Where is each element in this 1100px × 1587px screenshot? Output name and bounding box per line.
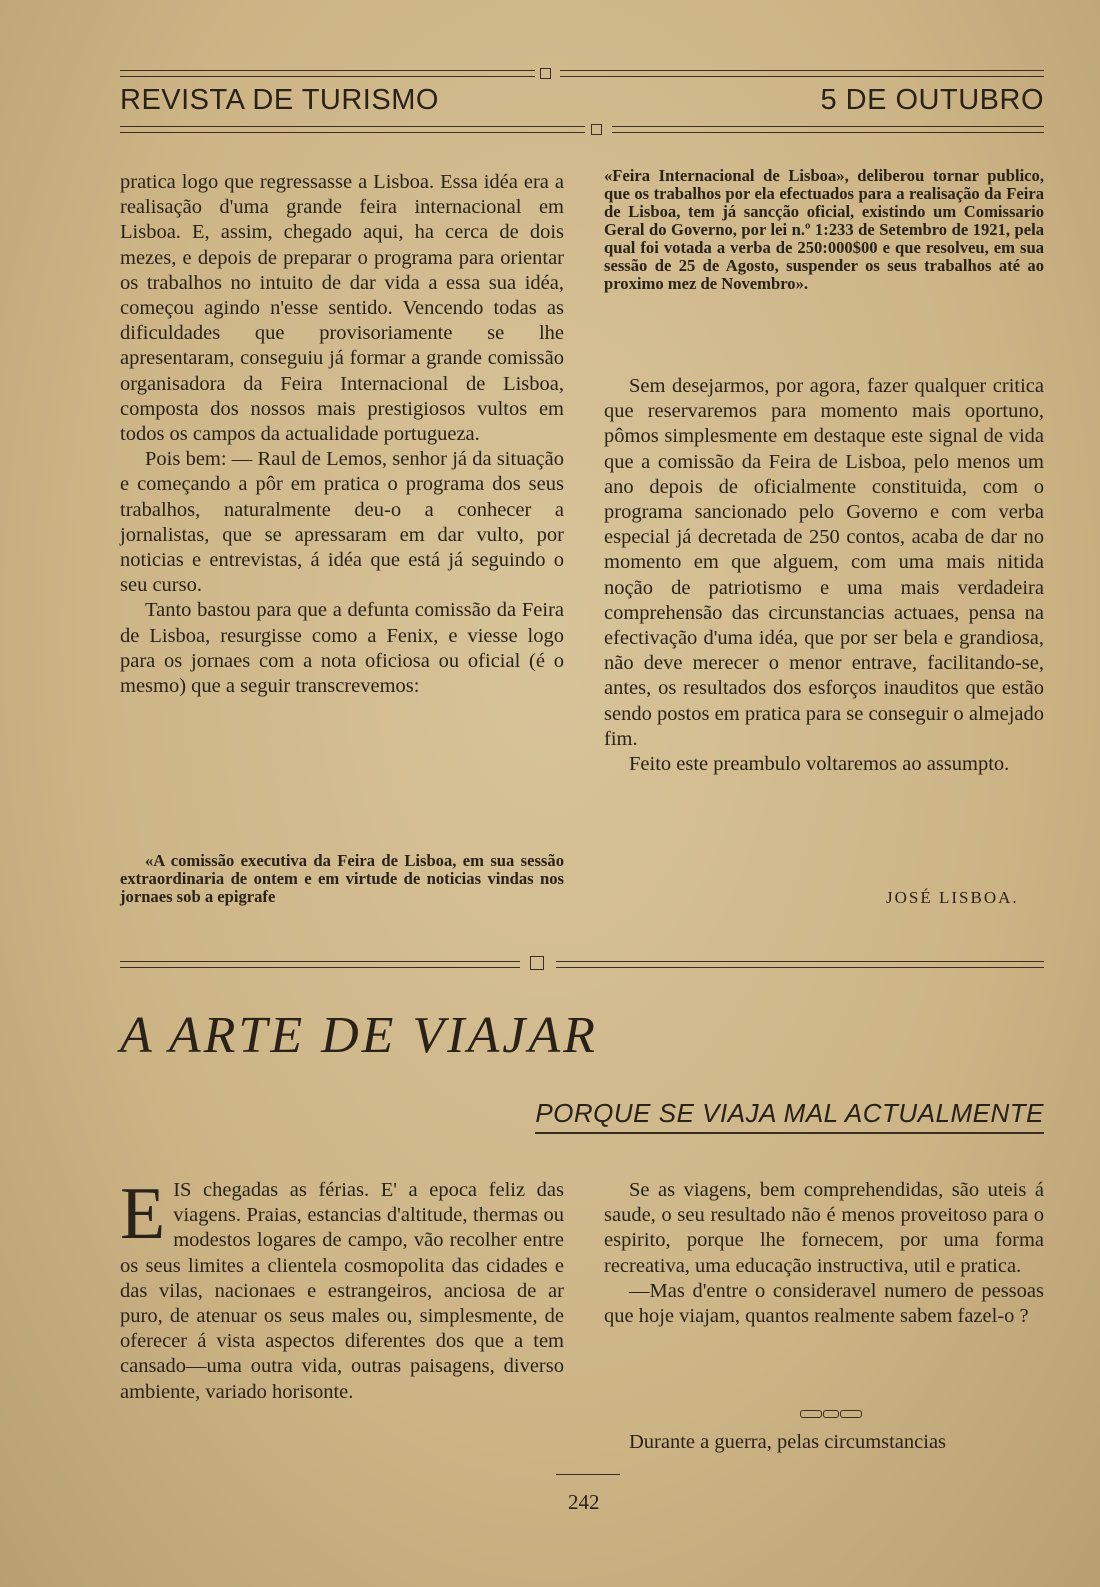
- article1-quote-right: [604, 167, 1044, 293]
- header-top-rule-right: [560, 70, 1044, 77]
- header-bottom-rule-right: [612, 126, 1044, 133]
- article1-paragraph-1: pratica logo que regressasse a Lisboa. Essa idéa era a realisação d'uma grande feira internacional em Lisboa. E, assim, chegado aqui, ha cerca de dois mezes, e depois de preparar o programa para orientar os trabalhos no intuito de dar vida a essa sua idéa, começou agindo n'esse sentido. Vencendo todas as dificuldades que provisoriamente se lhe apresentaram, conseguiu já formar a grande comissão organisadora da Feira Internacional de Lisboa, composta dos nossos mais prestigiosos vultos em todos os campos da actualidade portugueza.: [120, 171, 564, 446]
- article2-left-text: IS chegadas as férias. E' a epoca feliz das viagens. Praias, estancias d'altitude, thermas ou modestos logares de campo, vão recolher entre os seus limites a clientela cosmopolita das cidades e das vilas, nacionaes e estrangeiros, anciosa de ar puro, de atenuar os seus males ou, simplesmente, de oferecer á vista aspectos diferentes dos que a tem cansado—uma outra vida, outras paisagens, diverso ambiente, variado horisonte.: [120, 1179, 564, 1403]
- page-number: 242: [568, 1490, 600, 1514]
- section-ornament: [530, 956, 544, 970]
- journal-title: REVISTA DE TURISMO: [120, 84, 439, 116]
- article2-title: A ARTE DE VIAJAR: [120, 1007, 598, 1064]
- article2-right-paragraph-3: Durante a guerra, pelas circumstancias: [629, 1431, 947, 1453]
- section-rule-left: [120, 961, 520, 968]
- article1-left-column: [120, 170, 564, 699]
- header-top-rule-left: [120, 70, 535, 77]
- dropcap-letter: E: [120, 1173, 166, 1255]
- article2-right-paragraph-1: Se as viagens, bem comprehendidas, são uteis á saude, o seu resultado não é menos proveitoso para o espirito, porque lhe fornecem, por uma forma recreativa, uma educação instructiva, util e pratica.: [604, 1179, 1044, 1277]
- article2-right-column: [604, 1178, 1044, 1329]
- section-rule-right: [556, 961, 1044, 968]
- article1-right-paragraph-2: Feito este preambulo voltaremos ao assumpto.: [629, 753, 1010, 776]
- article1-paragraph-3: Tanto bastou para que a defunta comissão da Feira de Lisboa, resurgisse como a Fenix, e viesse logo para os jornaes com a nota oficiosa ou oficial (é o mesmo) que a seguir transcrevemos:: [120, 599, 564, 698]
- issue-date: 5 DE OUTUBRO: [820, 84, 1044, 116]
- quote-text-right: «Feira Internacional de Lisboa», deliberou tornar publico, que os trabalhos por ela efectuados para a realisação da Feira de Lisboa, tem já sancção oficial, existindo um Comissario Geral do Governo, por lei n.º 1:233 de Setembro de 1921, pela qual foi votada a verba de 250:000$00 e que resolveu, em sua sessão de 25 de Agosto, suspender os seus trabalhos até ao proximo mez de Novembro».: [604, 166, 1044, 293]
- article1-right-paragraph-1: Sem desejarmos, por agora, fazer qualquer critica que reservaremos para momento mais oportuno, pômos simplesmente em destaque este signal de vida que a comissão da Feira de Lisboa, pelo menos um ano depois de oficialmente constituida, com o programa sancionado pelo Governo e com verba especial já decretada de 250 contos, acaba de dar no momento em que alguem, com uma mais nitida noção de patriotismo e uma mais verdadeira comprehensão das circunstancias actuaes, pensa na efectivação d'uma idéa, que por ser bela e grandiosa, não deve merecer o menor entrave, facilitando-se, antes, os resultados dos esforços inauditos que estão sendo postos em pratica para se conseguir o almejado fim.: [604, 375, 1044, 750]
- article2-right-paragraph-2: —Mas d'entre o consideravel numero de pessoas que hoje viajam, quantos realmente sabem fazel-o ?: [604, 1279, 1044, 1328]
- paragraph-ornament: [800, 1405, 864, 1413]
- article2-left-column: [120, 1173, 564, 1405]
- article2-subtitle: PORQUE SE VIAJA MAL ACTUALMENTE: [535, 1100, 1044, 1134]
- header-bottom-ornament: [591, 124, 602, 135]
- footer-rule: [556, 1474, 620, 1475]
- quote-text-left: «A comissão executiva da Feira de Lisboa, em sua sessão extraordinaria de ontem e em virtude de noticias vindas nos jornaes sob a epigrafe: [120, 851, 564, 906]
- article1-paragraph-2: Pois bem: — Raul de Lemos, senhor já da situação e começando a pôr em pratica o programa dos seus trabalhos, naturalmente deu-o a conhecer a jornalistas, que se apressaram em dar vulto, por noticias e entrevistas, á idéa que está já seguindo o seu curso.: [120, 448, 564, 597]
- author-signature: JOSÉ LISBOA.: [886, 888, 1019, 907]
- article2-right-continuation: [604, 1430, 1044, 1455]
- article1-right-column: [604, 374, 1044, 777]
- header-bottom-rule-left: [120, 126, 585, 133]
- header-top-ornament: [540, 68, 551, 79]
- article1-quote-left: [120, 852, 564, 906]
